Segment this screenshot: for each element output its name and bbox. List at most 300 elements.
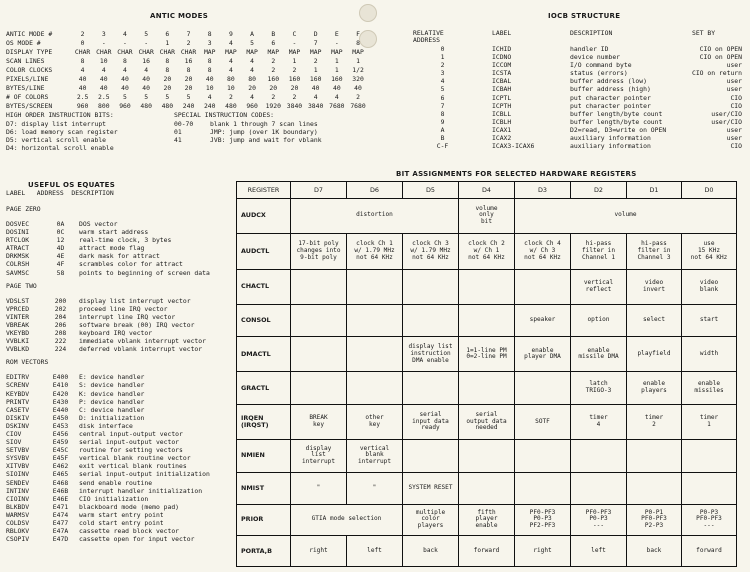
hw-bit-cell bbox=[291, 269, 347, 304]
antic-value: E bbox=[334, 30, 339, 38]
equate-desc: cassette read block vector bbox=[79, 527, 180, 536]
equate-label: SAVMSC bbox=[6, 268, 30, 277]
antic-value: 240 bbox=[203, 102, 216, 110]
hw-bit-cell bbox=[459, 472, 515, 504]
equate-label: CASETV bbox=[6, 405, 30, 414]
iocb-rel: A bbox=[440, 125, 445, 134]
antic-value: 1/2 bbox=[352, 66, 364, 74]
equate-label: VVBLKI bbox=[6, 337, 30, 346]
antic-value: 7 bbox=[186, 30, 191, 38]
equate-row bbox=[6, 536, 210, 544]
antic-value: 8 bbox=[356, 39, 360, 47]
equate-address: 12 bbox=[56, 236, 65, 245]
iocb-rel: 0 bbox=[440, 45, 445, 53]
hw-bit-cell: hi-pass filter in Channel 1 bbox=[571, 233, 627, 269]
antic-value: - bbox=[101, 39, 106, 47]
equate-desc: software break (00) IRQ vector bbox=[79, 320, 195, 329]
equate-label: WARMSV bbox=[6, 510, 30, 519]
iocb-rel: 3 bbox=[440, 69, 445, 78]
equate-desc: blackboard mode (memo pad) bbox=[79, 502, 180, 511]
equate-label: CIOV bbox=[6, 429, 22, 438]
equate-label: KEYBDV bbox=[6, 389, 30, 398]
antic-value: 8 bbox=[123, 57, 127, 65]
equates-section-title: PAGE TWO bbox=[6, 281, 37, 290]
equate-address: E400 bbox=[52, 373, 69, 382]
hw-bit-cell: display list interrupt bbox=[291, 440, 347, 473]
antic-value: A bbox=[250, 30, 255, 38]
hw-bit-cell: serial input data ready bbox=[403, 405, 459, 440]
hw-bit-cell bbox=[571, 440, 627, 473]
hw-bit-cell: BREAK key bbox=[291, 405, 347, 440]
hw-title: BIT ASSIGNMENTS FOR SELECTED HARDWARE REGISTERS bbox=[396, 170, 637, 178]
punch-hole-top bbox=[359, 4, 377, 22]
iocb-label: ICPTL bbox=[492, 93, 512, 102]
iocb-desc: I/O command byte bbox=[570, 61, 632, 70]
equate-label: COLDSV bbox=[6, 519, 30, 527]
hw-bit-cell: right bbox=[515, 536, 571, 567]
iocb-set: CIO on OPEN bbox=[699, 45, 742, 53]
hw-bit-cell bbox=[347, 337, 403, 372]
hw-bit-cell: volume bbox=[515, 198, 737, 233]
antic-value: 1 bbox=[313, 66, 318, 74]
hw-bit-cell: multiple color players bbox=[403, 504, 459, 536]
equate-desc: exit vertical blank routines bbox=[79, 462, 187, 471]
equate-desc: serial input-output vector bbox=[79, 438, 180, 447]
antic-value: 5 bbox=[123, 93, 127, 101]
antic-value: 40 bbox=[311, 84, 320, 92]
high-order-item: D5: vertical scroll enable bbox=[6, 136, 107, 144]
antic-value: 8 bbox=[207, 30, 212, 38]
iocb-table bbox=[413, 46, 742, 151]
equate-address: E46E bbox=[52, 494, 69, 503]
equate-desc: disk interface bbox=[79, 421, 133, 430]
antic-value: 2 bbox=[271, 66, 276, 74]
antic-value: 960 bbox=[119, 102, 131, 110]
equate-address: E420 bbox=[52, 389, 69, 398]
hw-bit-cell bbox=[459, 304, 515, 337]
hw-bit-cell: volume only bit bbox=[459, 198, 515, 233]
equate-desc: immediate vblank interrupt vector bbox=[79, 337, 206, 346]
iocb-rel: 1 bbox=[440, 53, 445, 62]
hw-bit-cell: back bbox=[627, 536, 682, 567]
hw-bit-cell: clock Ch 2 w/ Ch 1 not 64 KHz bbox=[459, 233, 515, 269]
antic-value: 0 bbox=[80, 39, 85, 47]
equate-label: XITVBV bbox=[6, 462, 30, 471]
hw-bit-cell: enable missile DMA bbox=[571, 337, 627, 372]
iocb-label: ICDNO bbox=[492, 53, 512, 62]
hw-bit-cell bbox=[515, 269, 571, 304]
hw-bit-cell: left bbox=[571, 536, 627, 567]
equate-desc: keyboard IRQ vector bbox=[79, 329, 153, 338]
antic-value: 40 bbox=[121, 75, 129, 83]
antic-value: 7680 bbox=[329, 102, 345, 110]
antic-value: MAP bbox=[225, 48, 237, 56]
antic-value: 3 bbox=[207, 39, 212, 47]
antic-value: 6 bbox=[165, 30, 170, 38]
antic-value: 480 bbox=[225, 102, 237, 110]
high-order-title: HIGH ORDER INSTRUCTION BITS: bbox=[6, 111, 114, 119]
hw-row bbox=[237, 198, 737, 233]
iocb-label: ICBLH bbox=[492, 117, 512, 126]
antic-value: D bbox=[313, 30, 318, 38]
equate-desc: warm start entry point bbox=[79, 510, 164, 519]
iocb-desc: auxiliary information bbox=[570, 142, 651, 151]
antic-value: 1 bbox=[165, 39, 170, 47]
hw-bit-cell: enable players bbox=[627, 372, 682, 405]
hw-bit-cell: forward bbox=[682, 536, 737, 567]
equate-desc: routine for setting vectors bbox=[79, 446, 183, 455]
antic-value: B bbox=[271, 30, 276, 38]
antic-value: 80 bbox=[248, 75, 256, 83]
antic-value: 4 bbox=[207, 93, 212, 101]
equate-address: E468 bbox=[52, 478, 69, 487]
equate-address: 4E bbox=[56, 252, 65, 261]
equate-label: RTCLOK bbox=[6, 236, 30, 245]
antic-value: 8 bbox=[207, 66, 212, 74]
hw-bit-cell: left bbox=[347, 536, 403, 567]
iocb-desc: handler ID bbox=[570, 45, 609, 53]
iocb-desc: auxiliary information bbox=[570, 134, 651, 143]
antic-value: 160 bbox=[309, 75, 322, 83]
hw-register-name: IRQEN (IRQST) bbox=[237, 405, 291, 440]
antic-value: CHAR bbox=[74, 48, 91, 56]
hw-bit-cell bbox=[627, 472, 682, 504]
antic-value: 40 bbox=[78, 75, 87, 83]
antic-value: 2 bbox=[271, 57, 276, 65]
antic-value: 1 bbox=[334, 57, 339, 65]
iocb-rel: C-F bbox=[436, 142, 449, 151]
equate-address: E474 bbox=[52, 510, 69, 519]
hw-bit-cell: GTIA mode selection bbox=[291, 504, 403, 536]
antic-row-label: OS MODE # bbox=[6, 39, 41, 47]
special-list bbox=[174, 121, 322, 145]
hw-bit-cell: video invert bbox=[627, 269, 682, 304]
hw-bit-cell: display list instruction DMA enable bbox=[403, 337, 459, 372]
iocb-label: ICAX1 bbox=[492, 125, 512, 134]
antic-value: 4 bbox=[228, 66, 233, 74]
antic-value: - bbox=[123, 39, 127, 47]
hw-bit-cell bbox=[347, 372, 403, 405]
antic-value: 40 bbox=[332, 84, 341, 92]
iocb-set: user/CIO bbox=[711, 117, 742, 126]
hw-register-name: CHACTL bbox=[237, 269, 291, 304]
antic-value: 10 bbox=[99, 57, 108, 65]
antic-value: MAP bbox=[309, 48, 322, 56]
hw-bit-cell: " bbox=[291, 472, 347, 504]
equate-desc: points to beginning of screen data bbox=[79, 268, 210, 277]
hw-register-name: PORTA,B bbox=[237, 536, 291, 567]
iocb-set: user bbox=[726, 85, 742, 94]
antic-value: MAP bbox=[352, 48, 364, 56]
antic-value: 320 bbox=[352, 75, 364, 83]
equate-address: 208 bbox=[54, 329, 67, 338]
hw-register-name: PRIOR bbox=[237, 504, 291, 536]
antic-value: MAP bbox=[288, 48, 301, 56]
antic-title: ANTIC MODES bbox=[150, 12, 209, 20]
antic-value: 8 bbox=[186, 66, 191, 74]
equate-desc: interrupt handler initialization bbox=[79, 486, 203, 495]
antic-value: 7680 bbox=[350, 102, 366, 110]
hw-bit-cell: 1=1-line PM 0=2-line PM bbox=[459, 337, 515, 372]
hw-bit-cell bbox=[347, 269, 403, 304]
iocb-desc: buffer length/byte count bbox=[570, 117, 663, 126]
iocb-rel: 6 bbox=[440, 93, 445, 102]
antic-value: 160 bbox=[267, 75, 280, 83]
iocb-rel: 7 bbox=[440, 101, 445, 110]
equate-label: PRINTV bbox=[6, 397, 30, 406]
equate-desc: deferred vblank interrupt vector bbox=[79, 345, 203, 354]
antic-value: 40 bbox=[99, 75, 108, 83]
iocb-rel: 2 bbox=[440, 61, 445, 70]
hw-bit-cell bbox=[682, 440, 737, 473]
hw-bit-cell bbox=[515, 472, 571, 504]
antic-value: 2 bbox=[228, 93, 233, 101]
iocb-set: CIO on OPEN bbox=[699, 53, 742, 62]
equate-address: E456 bbox=[52, 429, 69, 438]
equate-desc: send enable routine bbox=[79, 478, 153, 487]
iocb-header-desc: DESCRIPTION bbox=[570, 29, 613, 37]
antic-value: 2 bbox=[186, 39, 191, 47]
iocb-label: ICBAL bbox=[492, 77, 512, 86]
equates-list bbox=[6, 206, 210, 544]
antic-value: 10 bbox=[205, 84, 214, 92]
hw-bit-cell: timer 1 bbox=[682, 405, 737, 440]
hw-bit-cell bbox=[347, 304, 403, 337]
equate-address: E46B bbox=[52, 486, 69, 495]
equates-title: USEFUL OS EQUATES bbox=[28, 181, 116, 189]
antic-row-label: BYTES/LINE bbox=[6, 84, 45, 92]
hw-bit-cell bbox=[515, 440, 571, 473]
antic-value: 4 bbox=[101, 66, 106, 74]
antic-value: 2 bbox=[313, 57, 318, 65]
antic-row-label: PIXELS/LINE bbox=[6, 75, 49, 83]
hw-bit-cell: SOTF bbox=[515, 405, 571, 440]
equate-desc: real-time clock, 3 bytes bbox=[79, 236, 172, 245]
hw-bit-cell bbox=[403, 372, 459, 405]
equate-desc: scrambles color for attract bbox=[79, 260, 183, 269]
iocb-header-label: LABEL bbox=[492, 29, 512, 37]
equate-address: E47A bbox=[52, 527, 69, 536]
equate-address: 204 bbox=[54, 312, 67, 321]
hw-bit-cell: PF0-PF3 P0-P3 PF2-PF3 bbox=[515, 504, 571, 536]
equate-address: E440 bbox=[52, 405, 69, 414]
antic-value: 8 bbox=[165, 57, 170, 65]
antic-value: 2 bbox=[271, 93, 276, 101]
hw-row bbox=[237, 405, 737, 440]
antic-value: 2 bbox=[80, 30, 85, 38]
special-code: 41 bbox=[174, 136, 182, 144]
antic-value: 4 bbox=[123, 30, 127, 38]
hw-header-cell: D1 bbox=[627, 182, 682, 199]
equate-label: SENDEV bbox=[6, 478, 30, 487]
high-order-item: D4: horizontal scroll enable bbox=[6, 144, 114, 152]
hw-bit-cell: enable player DMA bbox=[515, 337, 571, 372]
equate-label: EDITRV bbox=[6, 373, 30, 382]
equate-address: 222 bbox=[54, 337, 67, 346]
antic-value: 480 bbox=[161, 102, 174, 110]
antic-value: 6 bbox=[271, 39, 276, 47]
equate-address: 58 bbox=[56, 268, 65, 277]
antic-value: 5 bbox=[250, 39, 255, 47]
iocb-desc: status (errors) bbox=[570, 69, 628, 78]
antic-value: 16 bbox=[142, 57, 150, 65]
special-code: 01 bbox=[174, 128, 182, 136]
antic-value: CHAR bbox=[96, 48, 112, 56]
hw-bit-cell bbox=[291, 372, 347, 405]
antic-row-label: COLOR CLOCKS bbox=[6, 66, 53, 74]
antic-value: 20 bbox=[163, 84, 172, 92]
iocb-desc: buffer address (high) bbox=[570, 85, 651, 94]
antic-value: 160 bbox=[288, 75, 301, 83]
antic-value: MAP bbox=[246, 48, 258, 56]
hw-bit-cell bbox=[403, 269, 459, 304]
antic-value: 960 bbox=[246, 102, 258, 110]
antic-value: 2.5 bbox=[76, 93, 89, 101]
equate-label: CSOPIV bbox=[6, 535, 30, 544]
hw-register-name: NMIEN bbox=[237, 440, 291, 473]
hw-bit-cell bbox=[403, 304, 459, 337]
equate-label: VPRCED bbox=[6, 304, 30, 313]
equate-desc: cold start entry point bbox=[79, 519, 164, 527]
antic-value: 5 bbox=[144, 30, 149, 38]
antic-value: 1 bbox=[356, 57, 360, 65]
antic-value: 40 bbox=[78, 84, 87, 92]
special-code: 00-70 bbox=[174, 120, 194, 128]
hw-bit-cell: other key bbox=[347, 405, 403, 440]
special-desc: blank 1 through 7 scan lines bbox=[210, 120, 318, 128]
equate-label: VINTER bbox=[6, 312, 30, 321]
hw-bit-cell: vertical blank interrupt bbox=[347, 440, 403, 473]
antic-value: 4 bbox=[228, 57, 233, 65]
equate-address: E459 bbox=[52, 438, 69, 447]
antic-value: 8 bbox=[80, 57, 85, 65]
antic-value: - bbox=[144, 39, 149, 47]
iocb-set: user bbox=[726, 125, 742, 134]
hw-header-cell: D2 bbox=[571, 182, 627, 199]
antic-value: 2 bbox=[292, 93, 297, 101]
antic-value: 4 bbox=[250, 66, 255, 74]
equate-address: E453 bbox=[52, 421, 69, 430]
equate-address: E471 bbox=[52, 502, 69, 511]
hw-header-cell: D5 bbox=[403, 182, 459, 199]
iocb-rel: 5 bbox=[440, 85, 445, 94]
hw-bit-cell: hi-pass filter in Channel 3 bbox=[627, 233, 682, 269]
hw-bit-cell: enable missiles bbox=[682, 372, 737, 405]
equates-headers: LABEL ADDRESS DESCRIPTION bbox=[6, 189, 114, 197]
hw-bit-cell: vertical reflect bbox=[571, 269, 627, 304]
hw-bit-cell: back bbox=[403, 536, 459, 567]
iocb-set: CIO bbox=[730, 93, 742, 102]
antic-value: 5 bbox=[144, 93, 149, 101]
antic-value: 16 bbox=[184, 57, 193, 65]
antic-row-label: BYTES/SCREEN bbox=[6, 102, 53, 110]
equate-desc: K: device handler bbox=[79, 389, 145, 398]
equate-row bbox=[6, 270, 210, 278]
equate-label: VBREAK bbox=[6, 320, 30, 329]
antic-value: 20 bbox=[163, 75, 172, 83]
iocb-label: ICPTH bbox=[492, 101, 512, 110]
hw-bit-cell: clock Ch 1 w/ 1.79 MHz not 64 KHz bbox=[347, 233, 403, 269]
hw-bit-cell bbox=[291, 304, 347, 337]
hw-row bbox=[237, 536, 737, 567]
equate-label: INTINV bbox=[6, 486, 30, 495]
antic-value: 40 bbox=[205, 75, 214, 83]
equate-desc: DOS vector bbox=[79, 220, 118, 228]
hw-bit-cell: " bbox=[347, 472, 403, 504]
hw-register-name: AUDCX bbox=[237, 198, 291, 233]
antic-value: 2 bbox=[292, 66, 297, 74]
equate-address: E462 bbox=[52, 462, 69, 471]
hw-header-cell: D4 bbox=[459, 182, 515, 199]
antic-table bbox=[6, 31, 369, 112]
antic-value: F bbox=[356, 30, 360, 38]
iocb-row bbox=[413, 143, 742, 151]
equate-address: E45C bbox=[52, 446, 69, 455]
equate-desc: proceed line IRQ vector bbox=[79, 304, 168, 313]
iocb-label: ICCOM bbox=[492, 61, 512, 70]
hw-bit-cell: fifth player enable bbox=[459, 504, 515, 536]
equate-label: SCRENV bbox=[6, 381, 30, 390]
antic-value: 240 bbox=[182, 102, 195, 110]
antic-value: 20 bbox=[184, 75, 193, 83]
equate-label: DRKMSK bbox=[6, 252, 30, 261]
iocb-set: CIO bbox=[730, 101, 742, 110]
special-item bbox=[174, 137, 322, 145]
hw-header-row bbox=[237, 182, 737, 199]
equate-desc: cassette open for input vector bbox=[79, 535, 195, 544]
special-desc: JVB: jump and wait for vblank bbox=[210, 136, 322, 144]
iocb-title: IOCB STRUCTURE bbox=[548, 12, 621, 20]
equates-section-title: PAGE ZERO bbox=[6, 205, 41, 213]
antic-value: 1920 bbox=[265, 102, 281, 110]
antic-value: 20 bbox=[269, 84, 278, 92]
hw-header-cell: REGISTER bbox=[237, 182, 291, 199]
iocb-set: user/CIO bbox=[711, 109, 742, 118]
antic-value: CHAR bbox=[180, 48, 197, 56]
hw-row bbox=[237, 440, 737, 473]
hw-bit-cell: serial output data needed bbox=[459, 405, 515, 440]
antic-value: 40 bbox=[121, 84, 129, 92]
equate-label: DSKINV bbox=[6, 421, 30, 430]
hw-bit-cell bbox=[459, 440, 515, 473]
equate-desc: warm start address bbox=[79, 228, 149, 237]
iocb-desc: put character pointer bbox=[570, 93, 651, 102]
equate-address: E477 bbox=[52, 519, 69, 527]
antic-value: 9 bbox=[228, 30, 233, 38]
equate-address: 224 bbox=[54, 345, 67, 354]
hw-bit-cell: distortion bbox=[291, 198, 459, 233]
antic-value: 4 bbox=[250, 57, 255, 65]
hw-bit-cell: right bbox=[291, 536, 347, 567]
hw-bit-cell: speaker bbox=[515, 304, 571, 337]
hw-header-cell: D3 bbox=[515, 182, 571, 199]
iocb-desc: put character pointer bbox=[570, 101, 651, 110]
equate-desc: CIO initialization bbox=[79, 494, 149, 503]
antic-value: 4 bbox=[123, 66, 127, 74]
equates-section-title: ROM VECTORS bbox=[6, 358, 49, 367]
antic-value: 2.5 bbox=[98, 93, 110, 101]
equate-label: ATRACT bbox=[6, 244, 30, 253]
antic-value: 4 bbox=[250, 93, 255, 101]
hw-bit-cell bbox=[459, 372, 515, 405]
iocb-rel: 8 bbox=[440, 109, 445, 118]
iocb-set: CIO on return bbox=[691, 69, 742, 78]
hw-bit-cell: width bbox=[682, 337, 737, 372]
hw-row bbox=[237, 269, 737, 304]
hw-bit-cell: SYSTEM RESET bbox=[403, 472, 459, 504]
equate-address: E47D bbox=[52, 535, 69, 544]
iocb-header-set: SET BY bbox=[692, 29, 716, 37]
